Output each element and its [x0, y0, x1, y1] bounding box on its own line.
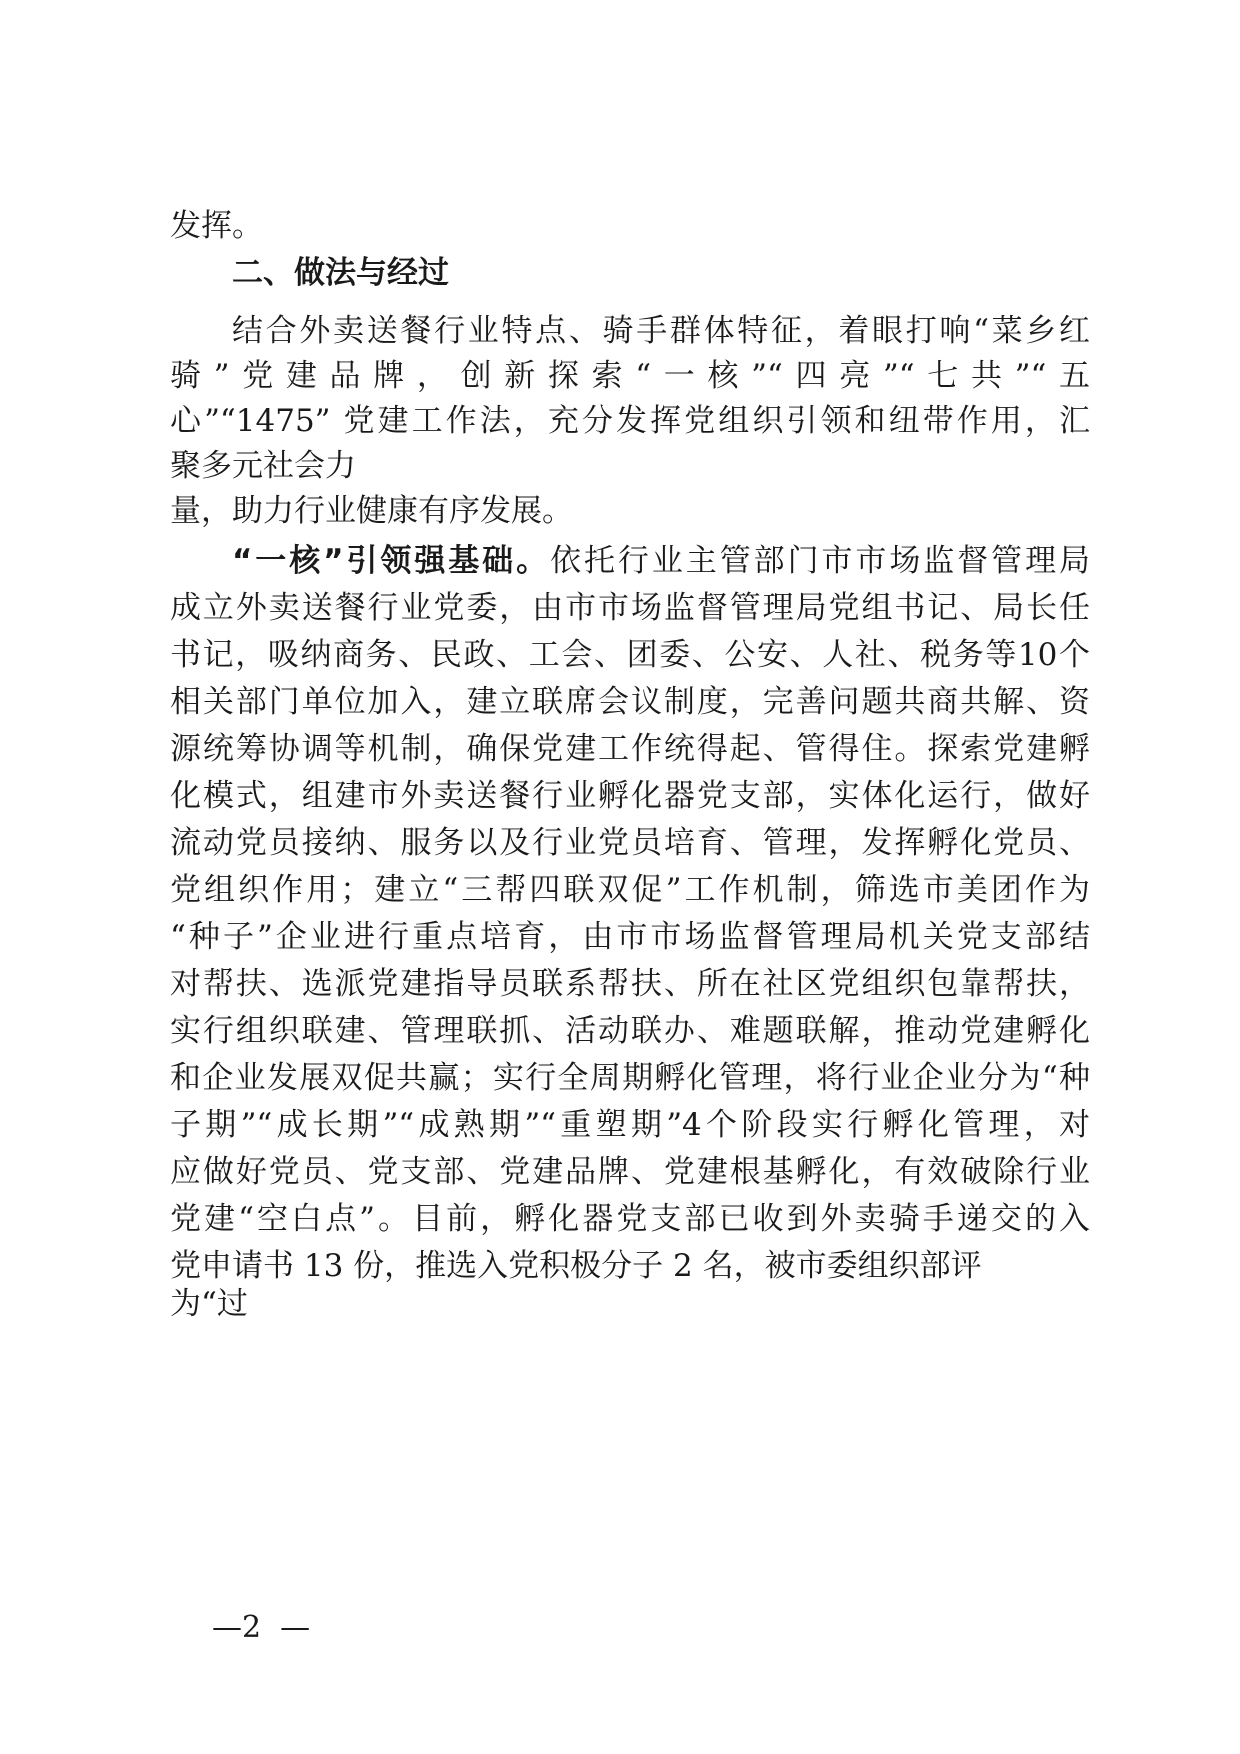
body-line-5: 心”“1475” 党建工作法，充分发挥党组织引领和纽带作用，汇	[170, 403, 1090, 439]
body-line-18: 对帮扶、选派党建指导员联系帮扶、所在社区党组织包靠帮扶，	[170, 966, 1090, 1002]
body-line-19: 实行组织联建、管理联抓、活动联办、难题联解，推动党建孵化	[170, 1013, 1090, 1049]
body-line-7: 量，助力行业健康有序发展。	[170, 493, 573, 529]
body-line-12: 相关部门单位加入，建立联席会议制度，完善问题共商共解、资	[170, 684, 1090, 720]
body-line-22: 应做好党员、党支部、党建品牌、党建根基孵化，有效破除行业	[170, 1154, 1090, 1190]
paragraph-bold-lead: “一核”引领强基础。	[232, 543, 551, 579]
body-line-3: 结合外卖送餐行业特点、骑手群体特征，着眼打响“菜乡红	[232, 313, 1090, 349]
section-heading: 二、做法与经过	[232, 255, 449, 291]
paragraph-lead-line	[232, 541, 1090, 581]
body-line-21: 子期”“成长期”“成熟期”“重塑期”4个阶段实行孵化管理，对	[170, 1107, 1090, 1143]
body-line-4: 骑”党建品牌，创新探索“一核”“四亮”“七共”“五	[170, 358, 1090, 394]
body-line-1: 发挥。	[170, 208, 263, 244]
paragraph-lead-rest: 依托行业主管部门市市场监督管理局	[550, 543, 1091, 579]
body-line-11: 书记，吸纳商务、民政、工会、团委、公安、人社、税务等10个	[170, 637, 1090, 673]
body-line-10: 成立外卖送餐行业党委，由市市场监督管理局党组书记、局长任	[170, 590, 1090, 626]
body-line-13: 源统筹协调等机制，确保党建工作统得起、管得住。探索党建孵	[170, 731, 1090, 767]
body-line-25: 为“过	[170, 1286, 248, 1322]
page-number: —2 —	[212, 1610, 311, 1645]
body-line-14: 化模式，组建市外卖送餐行业孵化器党支部，实体化运行，做好	[170, 778, 1090, 814]
body-line-16: 党组织作用；建立“三帮四联双促”工作机制，筛选市美团作为	[170, 872, 1090, 908]
body-line-15: 流动党员接纳、服务以及行业党员培育、管理，发挥孵化党员、	[170, 825, 1090, 861]
body-line-24: 党申请书 13 份，推选入党积极分子 2 名，被市委组织部评	[170, 1248, 982, 1284]
body-line-20: 和企业发展双促共赢；实行全周期孵化管理，将行业企业分为“种	[170, 1060, 1090, 1096]
body-line-23: 党建“空白点”。目前，孵化器党支部已收到外卖骑手递交的入	[170, 1201, 1090, 1237]
body-line-17: “种子”企业进行重点培育，由市市场监督管理局机关党支部结	[170, 919, 1090, 955]
body-line-6: 聚多元社会力	[170, 448, 356, 484]
